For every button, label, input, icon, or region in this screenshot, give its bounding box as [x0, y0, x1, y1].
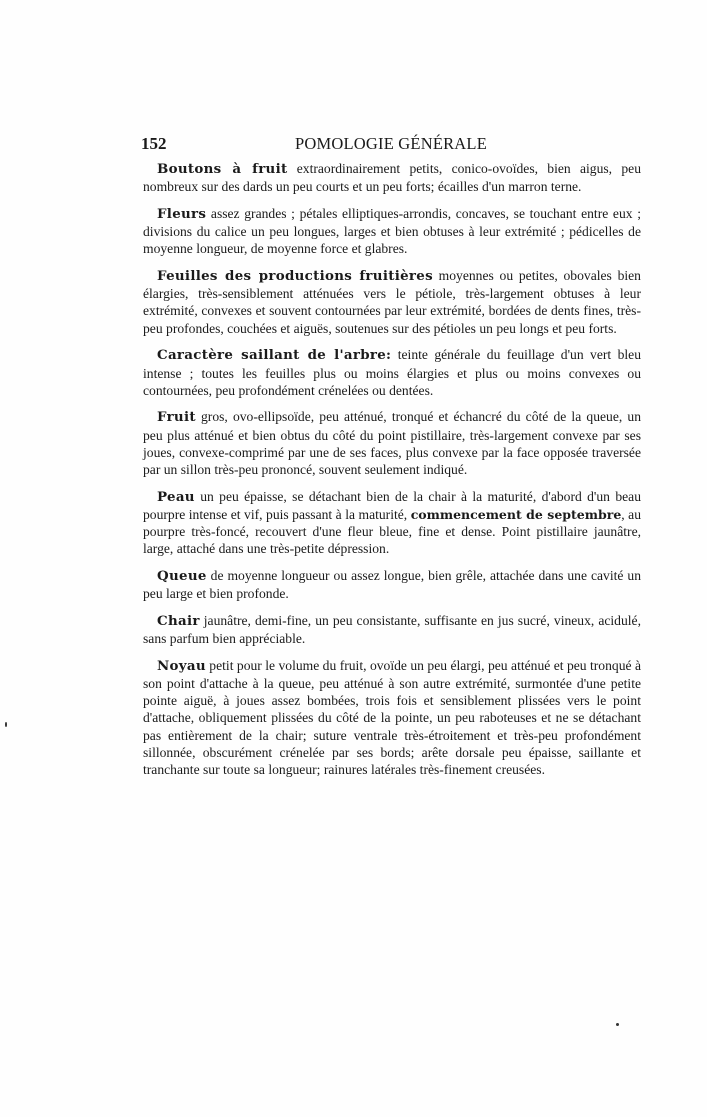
scan-speck	[5, 722, 7, 727]
paragraph-boutons	[143, 160, 641, 195]
paragraph-fleurs	[143, 205, 641, 258]
paragraph-noyau	[143, 657, 641, 778]
paragraph-text: un peu épaisse, se détachant bien de la chair à la maturité, d'abord d'un beau pourpre intense et vif, puis passant à la maturité,	[143, 488, 641, 522]
paragraph-feuilles	[143, 267, 641, 337]
paragraph-caractere	[143, 346, 641, 399]
paragraph-lead: Fruit	[157, 409, 196, 426]
page-body	[143, 160, 641, 788]
paragraph-text: de moyenne longueur ou assez longue, bien grêle, attachée dans une cavité un peu large et bien profonde.	[143, 568, 641, 602]
paragraph-text: teinte générale du feuillage d'un vert bleu intense ; toutes les feuilles plus ou moins élargies et plus ou moins convexes ou contournées, peu profondément crénelées ou dentées.	[143, 347, 641, 398]
paragraph-lead: Queue	[157, 568, 207, 585]
paragraph-chair	[143, 612, 641, 647]
paragraph-queue	[143, 567, 641, 602]
paragraph-lead: Peau	[157, 488, 195, 505]
paragraph-lead: Feuilles des productions fruitières	[157, 268, 433, 285]
paragraph-text: assez grandes ; pétales elliptiques-arrondis, concaves, se touchant entre eux ; divisions du calice un peu longues, larges et bien obtuses à leur extrémité ; pédicelles de moyenne longueur, de moyenne force et glabres.	[143, 205, 641, 257]
running-title: POMOLOGIE GÉNÉRALE	[295, 134, 487, 153]
scan-speck	[616, 1023, 619, 1026]
paragraph-lead: Fleurs	[157, 205, 207, 222]
paragraph-lead: Boutons à fruit	[157, 161, 288, 177]
paragraph-fruit	[143, 408, 641, 478]
paragraph-text: gros, ovo-ellipsoïde, peu atténué, tronqué et échancré du côté de la queue, un peu plus atténué et bien obtus du côté du point pistillaire, très-largement convexe par ses joues, convexe-comprimé par une de ses faces, plus convexe par la face opposée traversée par un sillon très-peu prononcé, souvent seulement indiqué.	[143, 409, 641, 478]
paragraph-lead: Noyau	[157, 657, 206, 674]
ripening-date: commencement de septembre	[410, 506, 622, 522]
paragraph-text: petit pour le volume du fruit, ovoïde un peu élargi, peu atténué et peu tronqué à son point d'attache à la queue, peu atténué à son autre extrémité, surmontée d'une petite pointe aiguë, à joues assez bombées, trois fois et sensiblement plissées vers le point d'attache, obliquement plissées du côté de la pointe, un peu raboteuses et ne se détachant pas entièrement de la chair; suture ventrale très-étroitement et très-peu profondément sillonnée, obscurément crénelée par ses bords; arête dorsale peu épaisse, saillante et tranchante sur toute sa longueur; rainures latérales très-finement creusées.	[143, 657, 641, 778]
page-header	[141, 134, 641, 154]
paragraph-text: moyennes ou petites, obovales bien élargies, très-sensiblement atténuées vers le pétiole, très-largement obtuses à leur extrémité, convexes et souvent contournées par leur extrémité, bordées de dents fines, très-peu profondes, couchées et aiguës, soutenues sur des pétioles un peu longs et peu forts.	[143, 268, 641, 336]
paragraph-text: , au pourpre très-foncé, recouvert d'une fleur bleue, fine et dense. Point pistillaire jaunâtre, large, attaché dans une très-petite dépression.	[143, 506, 641, 557]
paragraph-peau	[143, 488, 641, 558]
page-number: 152	[141, 134, 167, 153]
paragraph-lead: Caractère saillant de l'arbre:	[157, 347, 392, 364]
paragraph-text: extraordinairement petits, conico-ovoïdes, bien aigus, peu nombreux sur des dards un peu courts et un peu forts; écailles d'un marron terne.	[143, 161, 641, 195]
paragraph-lead: Chair	[157, 612, 200, 629]
paragraph-text: jaunâtre, demi-fine, un peu consistante, suffisante en jus sucré, vineux, acidulé, sans parfum bien appréciable.	[143, 612, 641, 647]
